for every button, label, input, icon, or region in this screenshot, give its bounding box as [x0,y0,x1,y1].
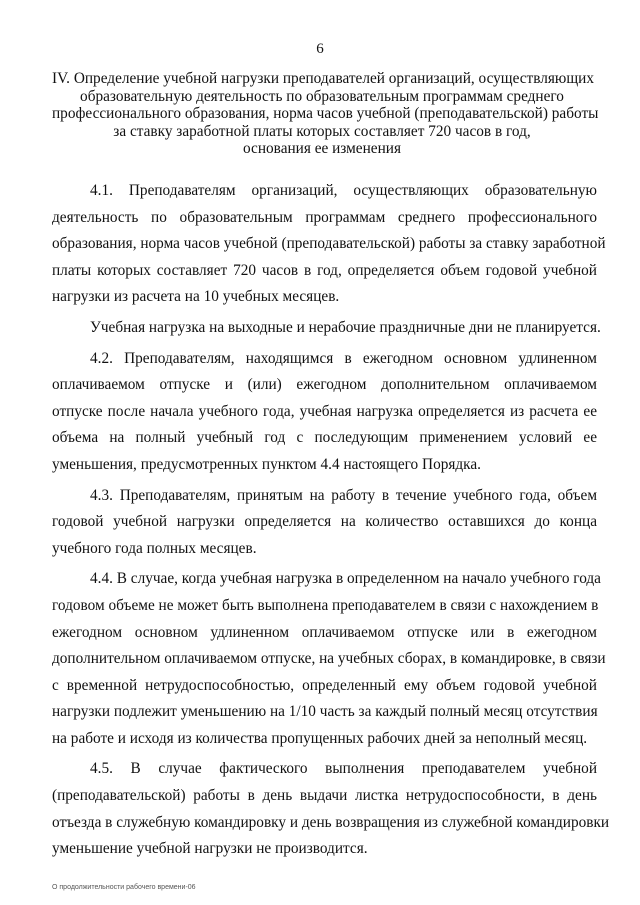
paragraph-line: уменьшение учебной нагрузки не производится. [52,840,368,858]
paragraph [52,315,601,342]
paragraph-line: 4.1. Преподавателям организаций, осуществляющих образовательную [90,182,597,199]
section-title-line: основания ее изменения [243,140,401,158]
paragraph-line: отъезда в служебную командировку и день возвращения из служебной командировки [52,813,610,831]
paragraph-line: 4.2. Преподавателям, находящимся в ежегодном основном удлиненном [90,349,597,367]
footer-note: О продолжительности рабочего времени-06 [52,884,196,891]
paragraph-line: отпуске после начала учебного года, учебная нагрузка определяется из расчета ее [52,402,597,420]
section-title [52,70,599,158]
paragraph-line: дополнительном оплачиваемом отпуске, на учебных сборах, в командировке, в связи [52,650,606,668]
paragraph-line: с временной нетрудоспособностью, определенный ему объем годовой учебной [52,676,597,694]
paragraph-line: 4.5. В случае фактического выполнения преподавателем учебной [90,760,597,778]
paragraph-line: 4.4. В случае, когда учебная нагрузка в определенном на начало учебного года [90,570,601,588]
paragraph-line: нагрузки подлежит уменьшению на 1/10 часть за каждый полный месяц отсутствия [52,703,598,721]
paragraph [52,756,610,862]
paragraph [52,346,597,479]
paragraph-line: ежегодном основном удлиненном оплачиваемом отпуске или в ежегодном [52,623,597,641]
paragraph-line: учебного года полных месяцев. [52,539,257,557]
paragraph-line: деятельность по образовательным программам среднего профессионального [52,208,597,226]
paragraph [52,483,597,563]
paragraph-line: уменьшения, предусмотренных пунктом 4.4 настоящего Порядка. [52,455,481,473]
page-number: 6 [316,41,324,57]
section-title-line: IV. Определение учебной нагрузки преподавателей организаций, осуществляющих [52,70,594,87]
paragraph-line: образования, норма часов учебной (преподавательской) работы за ставку заработной [52,235,606,253]
paragraph-line: объема на полный учебный год с последующим применением условий ее [52,429,597,447]
section-title-line: за ставку заработной платы которых составляет 720 часов в год, [113,122,531,140]
paragraph [52,178,606,311]
paragraph-line: (преподавательской) работы в день выдачи листка нетрудоспособности, в день [52,787,597,805]
paragraph-line: годовом объеме не может быть выполнена преподавателем в связи с нахождением в [52,596,599,614]
paragraph-line: 4.3. Преподавателям, принятым на работу в течение учебного года, объем [90,486,597,504]
section-title-line: образовательную деятельность по образовательным программам среднего [80,87,564,105]
paragraph-line: годовой учебной нагрузки определяется на количество оставшихся до конца [52,513,597,531]
body-text [52,178,610,863]
paragraph-line: нагрузки из расчета на 10 учебных месяцев. [52,288,340,306]
paragraph-line: на работе и исходя из количества пропущенных рабочих дней за неполный месяц. [52,729,588,747]
paragraph [52,566,606,752]
paragraph-line: платы которых составляет 720 часов в год, определяется объем годовой учебной [52,261,597,279]
paragraph-line: оплачиваемом отпуске и (или) ежегодном дополнительном оплачиваемом [52,376,597,394]
section-title-line: профессионального образования, норма часов учебной (преподавательской) работы [52,105,599,123]
paragraph-line: Учебная нагрузка на выходные и нерабочие праздничные дни не планируется. [90,318,601,336]
